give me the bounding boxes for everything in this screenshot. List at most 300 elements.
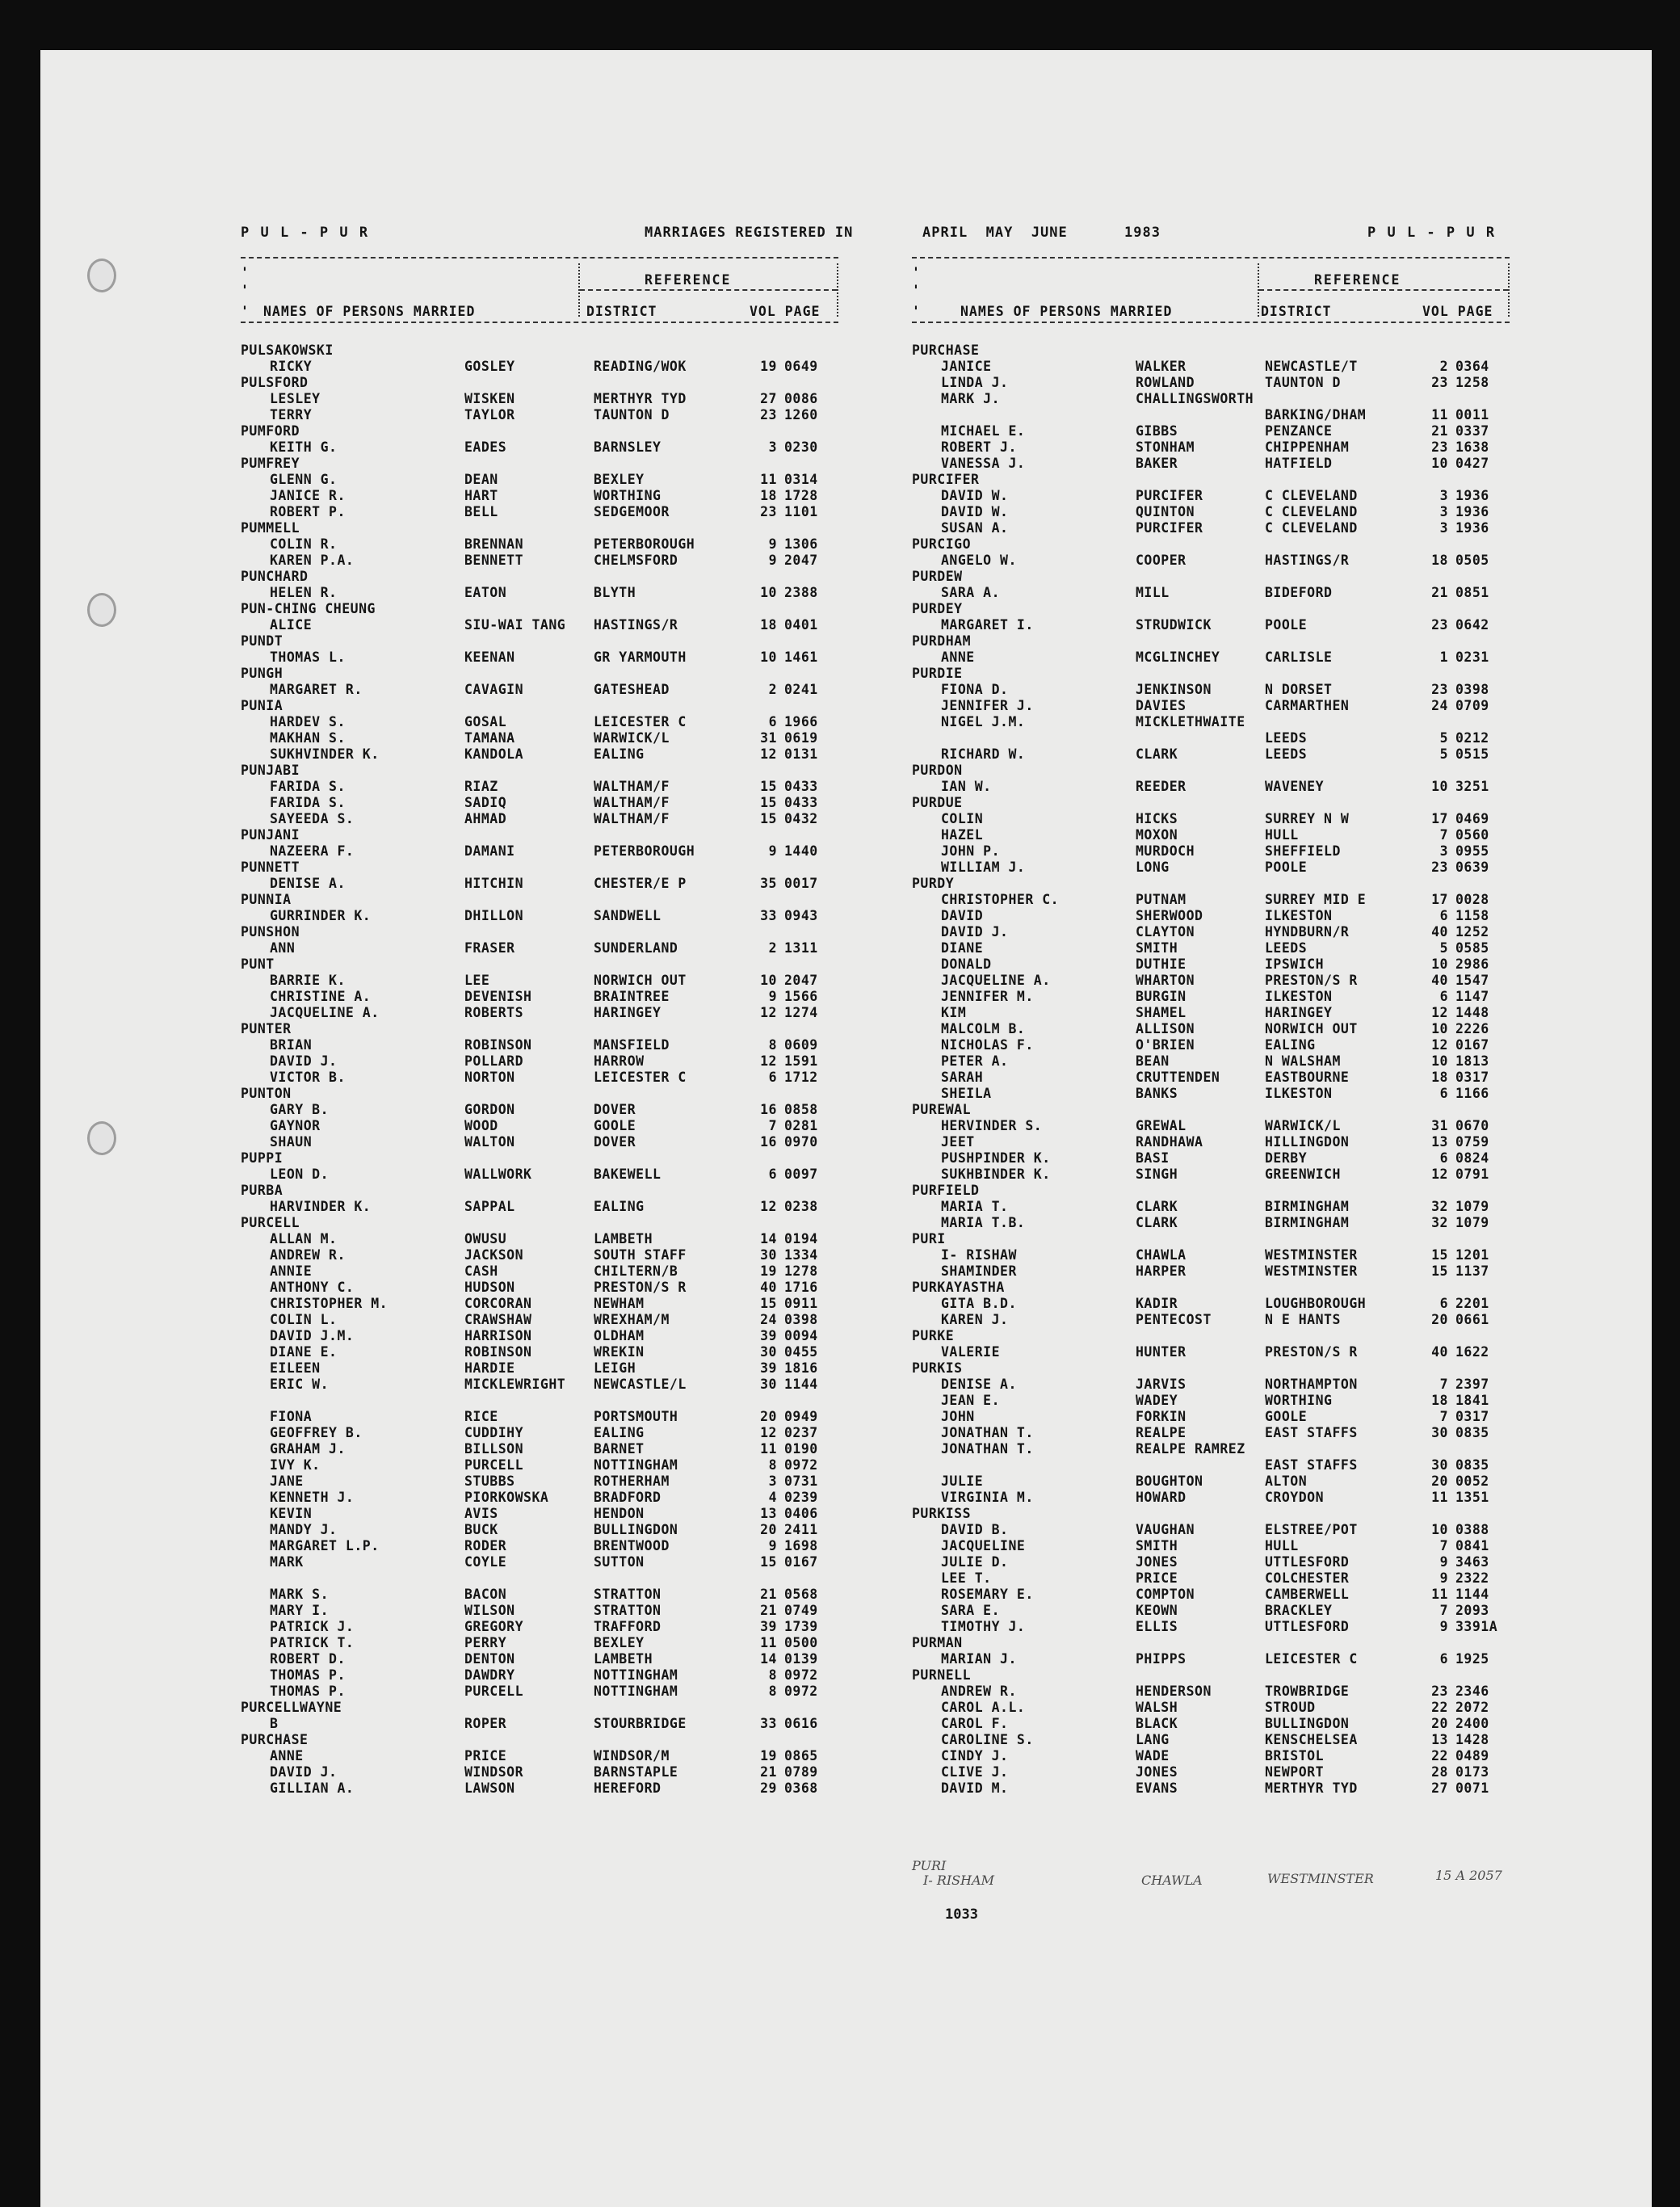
binder-hole (87, 259, 116, 292)
given-name: JACQUELINE A. (270, 1005, 380, 1020)
given-name: DIANE (941, 940, 984, 956)
spouse-surname: TAYLOR (464, 407, 515, 422)
entry-row (912, 1441, 1510, 1457)
spouse-surname: DEAN (464, 472, 498, 487)
spouse-surname: SMITH (1136, 1538, 1178, 1553)
spouse-surname: RIAZ (464, 779, 498, 794)
spouse-surname: STONHAM (1136, 439, 1195, 455)
entry-row (912, 1748, 1510, 1764)
page: 0317 (1455, 1070, 1489, 1085)
binder-hole (87, 1121, 116, 1155)
volume: 22 (1431, 1700, 1448, 1715)
entry-row (912, 1716, 1510, 1732)
entry-row (912, 779, 1510, 795)
district: BLYTH (594, 585, 636, 600)
district: PETERBOROUGH (594, 536, 695, 552)
page: 0097 (784, 1167, 818, 1182)
entry-row (912, 1538, 1510, 1554)
spouse-surname: HARPER (1136, 1263, 1186, 1279)
volume: 4 (768, 1490, 777, 1505)
district: WALTHAM/F (594, 779, 670, 794)
entry-row (241, 407, 838, 423)
entry-row (241, 1425, 838, 1441)
page: 3463 (1455, 1554, 1489, 1570)
spouse-surname: PRICE (464, 1748, 507, 1763)
spouse-surname: BEAN (1136, 1053, 1170, 1069)
page: 0841 (1455, 1538, 1489, 1553)
district: BARNSTAPLE (594, 1764, 678, 1780)
given-name: SUSAN A. (941, 520, 1009, 536)
page: 1144 (784, 1377, 818, 1392)
given-name: ROBERT J. (941, 439, 1017, 455)
entry-row (241, 1312, 838, 1328)
district: CARMARTHEN (1265, 698, 1350, 713)
entry-row (912, 1312, 1510, 1328)
district: SURREY N W (1265, 811, 1350, 826)
district: WREKIN (594, 1344, 645, 1360)
entry-row (241, 908, 838, 924)
spouse-surname: O'BRIEN (1136, 1037, 1195, 1053)
spouse-surname: MOXON (1136, 827, 1178, 843)
volume: 33 (760, 1716, 777, 1731)
entry-row (912, 956, 1510, 973)
page: 0131 (784, 746, 818, 762)
surname-heading (241, 1086, 838, 1102)
district: LEEDS (1265, 730, 1308, 746)
given-name: LESLEY (270, 391, 321, 406)
volume: 7 (1439, 1538, 1448, 1553)
surname-heading (912, 876, 1510, 892)
page: 1728 (784, 488, 818, 503)
district: COLCHESTER (1265, 1570, 1350, 1586)
given-name: DENISE A. (941, 1377, 1017, 1392)
page: 0731 (784, 1473, 818, 1489)
spouse-surname: PURCIFER (1136, 488, 1203, 503)
surname-heading (912, 1231, 1510, 1247)
given-name: DAVID J. (270, 1764, 338, 1780)
given-name: GRAHAM J. (270, 1441, 346, 1457)
surname: PUMFORD (241, 423, 300, 439)
page: 0230 (784, 439, 818, 455)
page: 0835 (1455, 1425, 1489, 1440)
spouse-surname: STRUDWICK (1136, 617, 1212, 633)
entry-row (241, 472, 838, 488)
given-name: FIONA (270, 1409, 313, 1424)
district: PRESTON/S R (1265, 973, 1358, 988)
volume: 15 (760, 779, 777, 794)
surname-heading (241, 456, 838, 472)
page: 1147 (1455, 989, 1489, 1004)
page: 1638 (1455, 439, 1489, 455)
entry-row (241, 1716, 838, 1732)
entry-row (912, 1393, 1510, 1409)
volume: 9 (768, 843, 777, 859)
given-name: EILEEN (270, 1360, 321, 1376)
entry-row (241, 811, 838, 827)
district: NOTTINGHAM (594, 1667, 678, 1683)
district: WALTHAM/F (594, 795, 670, 810)
district: WORTHING (594, 488, 662, 503)
district: LEICESTER C (1265, 1651, 1358, 1667)
given-name: PUSHPINDER K. (941, 1150, 1051, 1166)
surname-heading (912, 1506, 1510, 1522)
district: PRESTON/S R (594, 1280, 687, 1295)
entry-row (241, 1667, 838, 1684)
spouse-surname: BACON (464, 1587, 507, 1602)
district: EALING (594, 746, 645, 762)
page: 0670 (1455, 1118, 1489, 1133)
district: POOLE (1265, 617, 1308, 633)
page: 0317 (1455, 1409, 1489, 1424)
given-name: ANN (270, 940, 296, 956)
entry-row (912, 1134, 1510, 1150)
volume: 1 (1439, 649, 1448, 665)
spouse-surname: CHAWLA (1136, 1247, 1186, 1263)
given-name: MALCOLM B. (941, 1021, 1026, 1036)
given-name: MARIA T. (941, 1199, 1009, 1214)
names-header: NAMES OF PERSONS MARRIED (263, 304, 476, 319)
spouse-surname: MCGLINCHEY (1136, 649, 1220, 665)
given-name: NAZEERA F. (270, 843, 355, 859)
entry-row (912, 1296, 1510, 1312)
surname: PUNDT (241, 633, 284, 649)
given-name: GILLIAN A. (270, 1780, 355, 1796)
surname-heading (241, 956, 838, 973)
page: 1622 (1455, 1344, 1489, 1360)
page: 1448 (1455, 1005, 1489, 1020)
volume: 39 (760, 1619, 777, 1634)
given-name: KENNETH J. (270, 1490, 355, 1505)
page: 1566 (784, 989, 818, 1004)
page: 1547 (1455, 973, 1489, 988)
spouse-surname: WILSON (464, 1603, 515, 1618)
page: 0955 (1455, 843, 1489, 859)
entry-row (912, 1086, 1510, 1102)
surname: PUNIA (241, 698, 284, 713)
handwritten-correction (912, 1858, 1526, 1906)
given-name: SUKHBINDER K. (941, 1167, 1051, 1182)
given-name: SARAH (941, 1070, 984, 1085)
surname-heading (912, 1102, 1510, 1118)
spouse-surname: WHARTON (1136, 973, 1195, 988)
entry-row (912, 682, 1510, 698)
volume: 31 (1431, 1118, 1448, 1133)
district: PORTSMOUTH (594, 1409, 678, 1424)
given-name: HARVINDER K. (270, 1199, 372, 1214)
entry-row (241, 1247, 838, 1263)
volume: 3 (1439, 520, 1448, 536)
spouse-surname: BRENNAN (464, 536, 524, 552)
header-title: MARRIAGES REGISTERED IN (645, 225, 854, 241)
spouse-surname: HART (464, 488, 498, 503)
entry-row (241, 1554, 838, 1570)
entry-row (912, 1490, 1510, 1506)
entry-row (241, 1102, 838, 1118)
district: BRADFORD (594, 1490, 662, 1505)
page: 1079 (1455, 1215, 1489, 1230)
given-name: ALICE (270, 617, 313, 633)
volume: 10 (1431, 956, 1448, 972)
district: C CLEVELAND (1265, 488, 1358, 503)
district: BIRMINGHAM (1265, 1215, 1350, 1230)
given-name: LEON D. (270, 1167, 330, 1182)
district: LEEDS (1265, 746, 1308, 762)
given-name: DENISE A. (270, 876, 346, 891)
given-name: KIM (941, 1005, 967, 1020)
spouse-surname: FRASER (464, 940, 515, 956)
given-name: JULIE D. (941, 1554, 1009, 1570)
volume: 3 (1439, 504, 1448, 519)
surname-heading (912, 569, 1510, 585)
page: 0661 (1455, 1312, 1489, 1327)
page: 0190 (784, 1441, 818, 1457)
entry-row (241, 1619, 838, 1635)
volume: 21 (760, 1764, 777, 1780)
district: BULLINGDON (1265, 1716, 1350, 1731)
surname: PUREWAL (912, 1102, 972, 1117)
volume: 12 (1431, 1037, 1448, 1053)
spouse-surname: WADEY (1136, 1393, 1178, 1408)
surname: PURCIFER (912, 472, 980, 487)
district: HULL (1265, 827, 1299, 843)
surname-heading (241, 1183, 838, 1199)
given-name: KAREN J. (941, 1312, 1009, 1327)
page: 1716 (784, 1280, 818, 1295)
page: 1144 (1455, 1587, 1489, 1602)
spouse-surname: TAMANA (464, 730, 515, 746)
entry-row (912, 1587, 1510, 1603)
volume: 14 (760, 1651, 777, 1667)
entry-row (241, 1587, 838, 1603)
spouse-surname: PURCELL (464, 1457, 524, 1473)
volume: 10 (1431, 1522, 1448, 1537)
surname-heading (241, 892, 838, 908)
spouse-surname: ROPER (464, 1716, 507, 1731)
surname-heading (241, 1700, 838, 1716)
spouse-surname: BASI (1136, 1150, 1170, 1166)
spouse-surname: AHMAD (464, 811, 507, 826)
district: BRACKLEY (1265, 1603, 1333, 1618)
page: 1306 (784, 536, 818, 552)
district: HENDON (594, 1506, 645, 1521)
page: 0388 (1455, 1522, 1489, 1537)
volume: 10 (1431, 456, 1448, 471)
volume: 18 (1431, 1393, 1448, 1408)
spouse-surname: NORTON (464, 1070, 515, 1085)
page: 0970 (784, 1134, 818, 1150)
surname: PURDHAM (912, 633, 972, 649)
district: PENZANCE (1265, 423, 1333, 439)
entry-row (912, 746, 1510, 763)
surname: PUNNETT (241, 860, 300, 875)
entry-row (912, 375, 1510, 391)
volume: 7 (1439, 1409, 1448, 1424)
given-name: MICHAEL E. (941, 423, 1026, 439)
volume: 23 (1431, 1684, 1448, 1699)
page: 0649 (784, 359, 818, 374)
page: 0281 (784, 1118, 818, 1133)
spouse-surname: MICKLETHWAITE (1136, 714, 1245, 729)
page: 1311 (784, 940, 818, 956)
given-name: VIRGINIA M. (941, 1490, 1034, 1505)
page: 2397 (1455, 1377, 1489, 1392)
entry-row (241, 1457, 838, 1473)
volume: 15 (760, 1554, 777, 1570)
entry-row (912, 585, 1510, 601)
spouse-surname: WALSH (1136, 1700, 1178, 1715)
volume: 12 (760, 1199, 777, 1214)
page: 2322 (1455, 1570, 1489, 1586)
spouse-surname: HARRISON (464, 1328, 532, 1343)
district: C CLEVELAND (1265, 504, 1358, 519)
spouse-surname: CAVAGIN (464, 682, 524, 697)
spouse-surname: GIBBS (1136, 423, 1178, 439)
entry-row (912, 1070, 1510, 1086)
entry-row (912, 1732, 1510, 1748)
district: BARNSLEY (594, 439, 662, 455)
surname: PURCIGO (912, 536, 972, 552)
page: 0086 (784, 391, 818, 406)
left-column (241, 257, 838, 1797)
surname: PURDUE (912, 795, 963, 810)
given-name: ANTHONY C. (270, 1280, 355, 1295)
page: 0337 (1455, 423, 1489, 439)
district: MERTHYR TYD (1265, 1780, 1358, 1796)
volume: 22 (1431, 1748, 1448, 1763)
entry-row (241, 1409, 838, 1425)
district: UTTLESFORD (1265, 1554, 1350, 1570)
page: 0194 (784, 1231, 818, 1246)
page: 0619 (784, 730, 818, 746)
header-year: 1983 (1124, 225, 1161, 241)
volume: 18 (760, 617, 777, 633)
given-name: SHAUN (270, 1134, 313, 1150)
surname: PUNTON (241, 1086, 292, 1101)
given-name: MARY I. (270, 1603, 330, 1618)
entry-row (241, 391, 838, 407)
page: 0071 (1455, 1780, 1489, 1796)
page: 0568 (784, 1587, 818, 1602)
entry-row (912, 1522, 1510, 1538)
volume: 40 (760, 1280, 777, 1295)
spouse-surname: STUBBS (464, 1473, 515, 1489)
given-name: PETER A. (941, 1053, 1009, 1069)
district: OLDHAM (594, 1328, 645, 1343)
district: GATESHEAD (594, 682, 670, 697)
volume: 11 (1431, 1490, 1448, 1505)
given-name: VICTOR B. (270, 1070, 346, 1085)
surname: PUNNIA (241, 892, 292, 907)
entry-row (241, 1635, 838, 1651)
entry-row (912, 989, 1510, 1005)
spouse-surname: CLARK (1136, 746, 1178, 762)
surname-heading (241, 375, 838, 391)
volume: 6 (1439, 1150, 1448, 1166)
given-name: DAVID B. (941, 1522, 1009, 1537)
given-name: MARGARET R. (270, 682, 363, 697)
entry-row (241, 1377, 838, 1393)
surname: PUNGH (241, 666, 284, 681)
volume: 3 (1439, 843, 1448, 859)
spouse-surname: CUDDIHY (464, 1425, 524, 1440)
district: UTTLESFORD (1265, 1619, 1350, 1634)
page: 1936 (1455, 520, 1489, 536)
volume: 21 (1431, 423, 1448, 439)
page: 0368 (784, 1780, 818, 1796)
given-name: DAVID M. (941, 1780, 1009, 1796)
volume: 9 (1439, 1554, 1448, 1570)
volume: 19 (760, 1263, 777, 1279)
spouse-surname: AVIS (464, 1506, 498, 1521)
volume: 23 (1431, 860, 1448, 875)
entry-row (912, 1263, 1510, 1280)
page: 0238 (784, 1199, 818, 1214)
given-name: NICHOLAS F. (941, 1037, 1034, 1053)
entry-row (241, 1473, 838, 1490)
entry-row (241, 1522, 838, 1538)
district: HASTINGS/R (1265, 553, 1350, 568)
district: CROYDON (1265, 1490, 1325, 1505)
spouse-surname: BLACK (1136, 1716, 1178, 1731)
surname-heading (241, 633, 838, 649)
page: 2047 (784, 973, 818, 988)
volume: 35 (760, 876, 777, 891)
spouse-surname: KANDOLA (464, 746, 524, 762)
page: 0489 (1455, 1748, 1489, 1763)
page-number: 1033 (945, 1906, 978, 1923)
spouse-surname: WALKER (1136, 359, 1186, 374)
district: ILKESTON (1265, 908, 1333, 923)
spouse-surname: KADIR (1136, 1296, 1178, 1311)
district: CHESTER/E P (594, 876, 687, 891)
volume: 11 (1431, 407, 1448, 422)
district: MANSFIELD (594, 1037, 670, 1053)
spouse-surname: DHILLON (464, 908, 524, 923)
given-name: SHEILA (941, 1086, 992, 1101)
volume: 5 (1439, 730, 1448, 746)
given-name: SARA E. (941, 1603, 1001, 1618)
entry-row (912, 407, 1510, 423)
spouse-surname: KEENAN (464, 649, 515, 665)
given-name: DAVID J. (941, 924, 1009, 940)
spouse-surname: LEE (464, 973, 490, 988)
given-name: TIMOTHY J. (941, 1619, 1026, 1634)
district: BRISTOL (1265, 1748, 1325, 1763)
volume: 9 (768, 1538, 777, 1553)
surname: PURCHASE (241, 1732, 309, 1747)
spouse-surname: KEOWN (1136, 1603, 1178, 1618)
entry-row (912, 488, 1510, 504)
entry-row (241, 940, 838, 956)
district: CHILTERN/B (594, 1263, 678, 1279)
spouse-surname: BENNETT (464, 553, 524, 568)
page: 3251 (1455, 779, 1489, 794)
spouse-surname: DAWDRY (464, 1667, 515, 1683)
volume: 23 (1431, 617, 1448, 633)
page: 0167 (784, 1554, 818, 1570)
surname-heading (241, 698, 838, 714)
spouse-surname: GORDON (464, 1102, 515, 1117)
district: TAUNTON D (594, 407, 670, 422)
volume: 40 (1431, 1344, 1448, 1360)
page: 0432 (784, 811, 818, 826)
page: 0789 (784, 1764, 818, 1780)
volume: 24 (760, 1312, 777, 1327)
page: 0505 (1455, 553, 1489, 568)
volume: 24 (1431, 698, 1448, 713)
volume: 2 (768, 940, 777, 956)
surname-heading (912, 1635, 1510, 1651)
